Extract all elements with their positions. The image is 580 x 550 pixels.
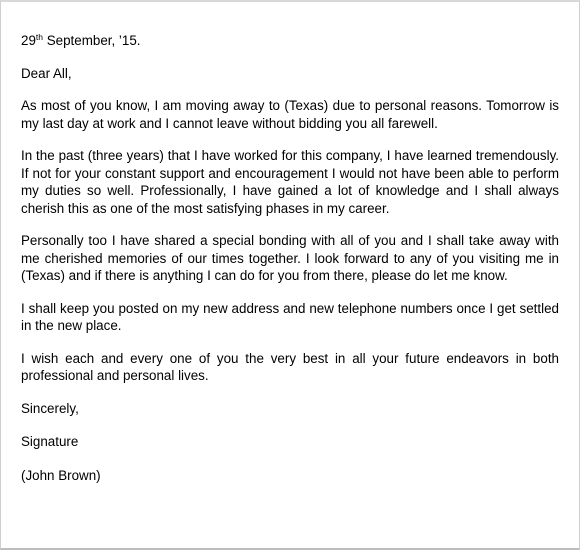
- farewell-letter: [21, 32, 559, 484]
- paragraph-best-wishes: I wish each and every one of you the very best in all your future endeavors in both professional and personal lives.: [21, 350, 559, 383]
- signature: Signature: [21, 434, 79, 449]
- paragraph-past-years: In the past (three years) that I have worked for this company, I have learned tremendously. If not for your constant support and encouragement I would not have been able to perform my duties so well. Professionally, I have gained a lot of knowledge and I shall always cherish this as one of the most satisfying phases in my career.: [21, 148, 559, 216]
- date-rest: September, ’15.: [43, 33, 141, 48]
- date-day: 29: [21, 33, 36, 48]
- closing: Sincerely,: [21, 400, 79, 416]
- letter-date: [21, 32, 559, 50]
- paragraph-moving-away: As most of you know, I am moving away to (Texas) due to personal reasons. Tomorrow is my last day at work and I cannot leave without bidding you all farewell.: [21, 98, 559, 131]
- paragraph-new-address: I shall keep you posted on my new address and new telephone numbers once I get settled in the new place.: [21, 300, 559, 333]
- salutation: Dear All,: [21, 65, 72, 81]
- paragraph-personal-bonding: Personally too I have shared a special bonding with all of you and I shall take away with me cherished memories of our times together. I look forward to any of you visiting me in (Texas) and if there is anything I can do for you from there, please do let me know.: [21, 233, 559, 283]
- sender-name: (John Brown): [21, 467, 101, 483]
- date-suffix: th: [35, 32, 43, 42]
